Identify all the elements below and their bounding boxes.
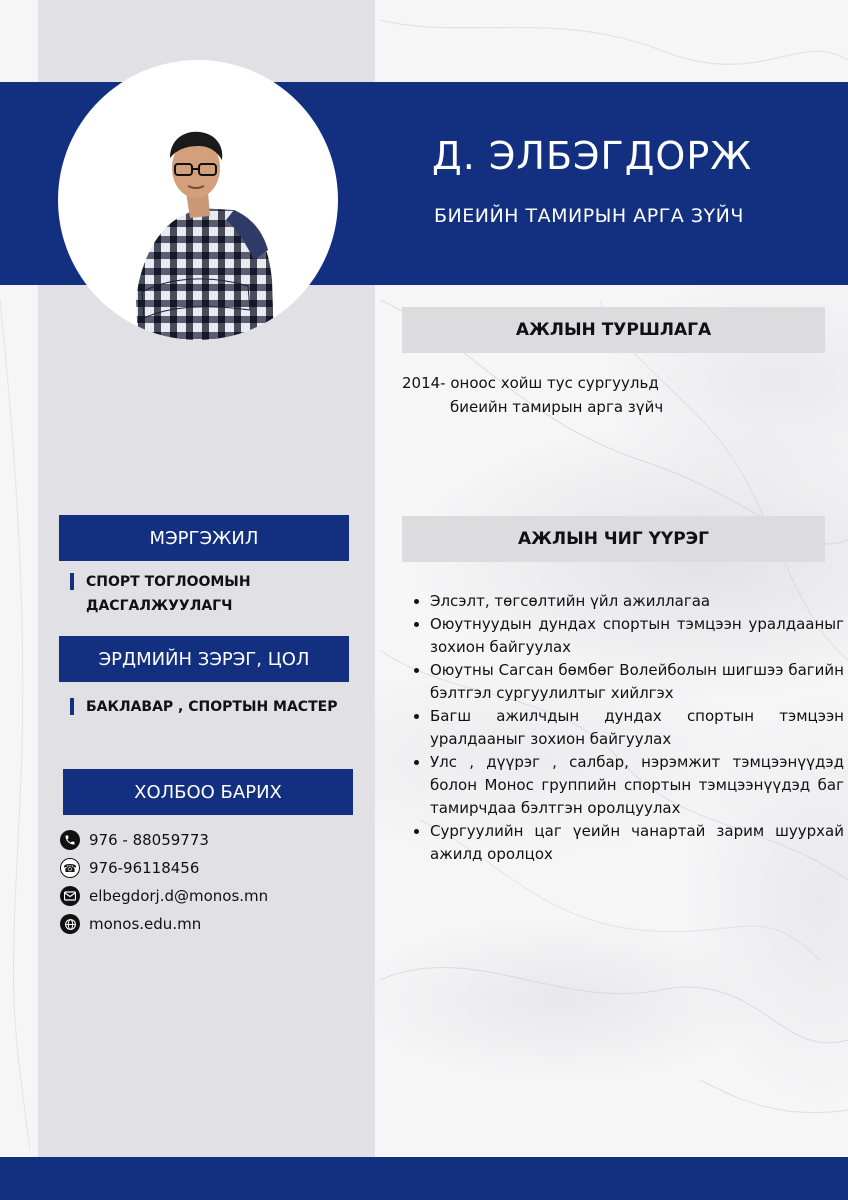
job-title: БИЕИЙН ТАМИРЫН АРГА ЗҮЙЧ (434, 205, 744, 227)
list-item: • Элсэлт, төгсөлтийн үйл ажиллагаа (430, 590, 844, 613)
duties-heading (402, 516, 825, 562)
contact-heading-label: ХОЛБОО БАРИХ (134, 781, 282, 803)
footer-band (0, 1157, 848, 1200)
duties-heading-label: АЖЛЫН ЧИГ ҮҮРЭГ (518, 529, 709, 549)
degree-value: БАКЛАВАР , СПОРТЫН МАСТЕР (86, 699, 338, 715)
list-item: • Багш ажилчдын дундах спортын тэмцээн уралдааныг зохион байгуулах (430, 705, 844, 751)
contact-phone-1 (60, 830, 209, 850)
email-icon (60, 886, 80, 906)
duties-list (412, 590, 844, 866)
degree-heading-label: ЭРДМИЙН ЗЭРЭГ, ЦОЛ (98, 648, 310, 670)
accent-bar (70, 573, 74, 590)
experience-heading (402, 307, 825, 353)
contact-heading (63, 769, 353, 815)
accent-bar (70, 698, 74, 715)
profession-heading-label: МЭРГЭЖИЛ (149, 527, 259, 549)
contact-phone-2 (60, 858, 199, 878)
profession-heading (59, 515, 349, 561)
experience-line-2: биеийн тамирын арга зүйч (450, 398, 664, 416)
phone-1-text: 976 - 88059773 (89, 831, 209, 849)
phone-2-text: 976-96118456 (89, 859, 200, 877)
website-text[interactable]: monos.edu.mn (89, 915, 202, 933)
person-name: Д. ЭЛБЭГДОРЖ (432, 134, 753, 178)
profession-item (70, 570, 251, 618)
telephone-icon: ☎ (60, 858, 80, 878)
list-item: • Улс , дүүрэг , салбар, нэрэмжит тэмцээнүүдэд болон Монос группийн спортын тэмцээнүүдэд баг тамирчдаа бэлтгэн оролцуулах (430, 751, 844, 820)
list-item: • Оюутнуудын дундах спортын тэмцээн уралдааныг зохион байгуулах (430, 613, 844, 659)
list-item: • Сургуулийн цаг үеийн чанартай зарим шуурхай ажилд оролцох (430, 820, 844, 866)
degree-heading (59, 636, 349, 682)
globe-icon (60, 914, 80, 934)
email-text[interactable]: elbegdorj.d@monos.mn (89, 887, 269, 905)
profession-line-1: СПОРТ ТОГЛООМЫН (86, 574, 251, 590)
contact-email[interactable] (60, 886, 268, 906)
profile-photo (58, 60, 338, 340)
contact-website[interactable] (60, 914, 201, 934)
list-item: • Оюутны Сагсан бөмбөг Волейболын шигшээ багийн бэлтгэл сургуулилтыг хийлгэх (430, 659, 844, 705)
degree-item (70, 695, 337, 719)
experience-text (402, 371, 663, 419)
experience-line-1: 2014- оноос хойш тус сургуульд (402, 374, 659, 392)
profession-line-2: ДАСГАЛЖУУЛАГЧ (86, 598, 233, 614)
experience-heading-label: АЖЛЫН ТУРШЛАГА (515, 320, 712, 340)
phone-icon (60, 830, 80, 850)
